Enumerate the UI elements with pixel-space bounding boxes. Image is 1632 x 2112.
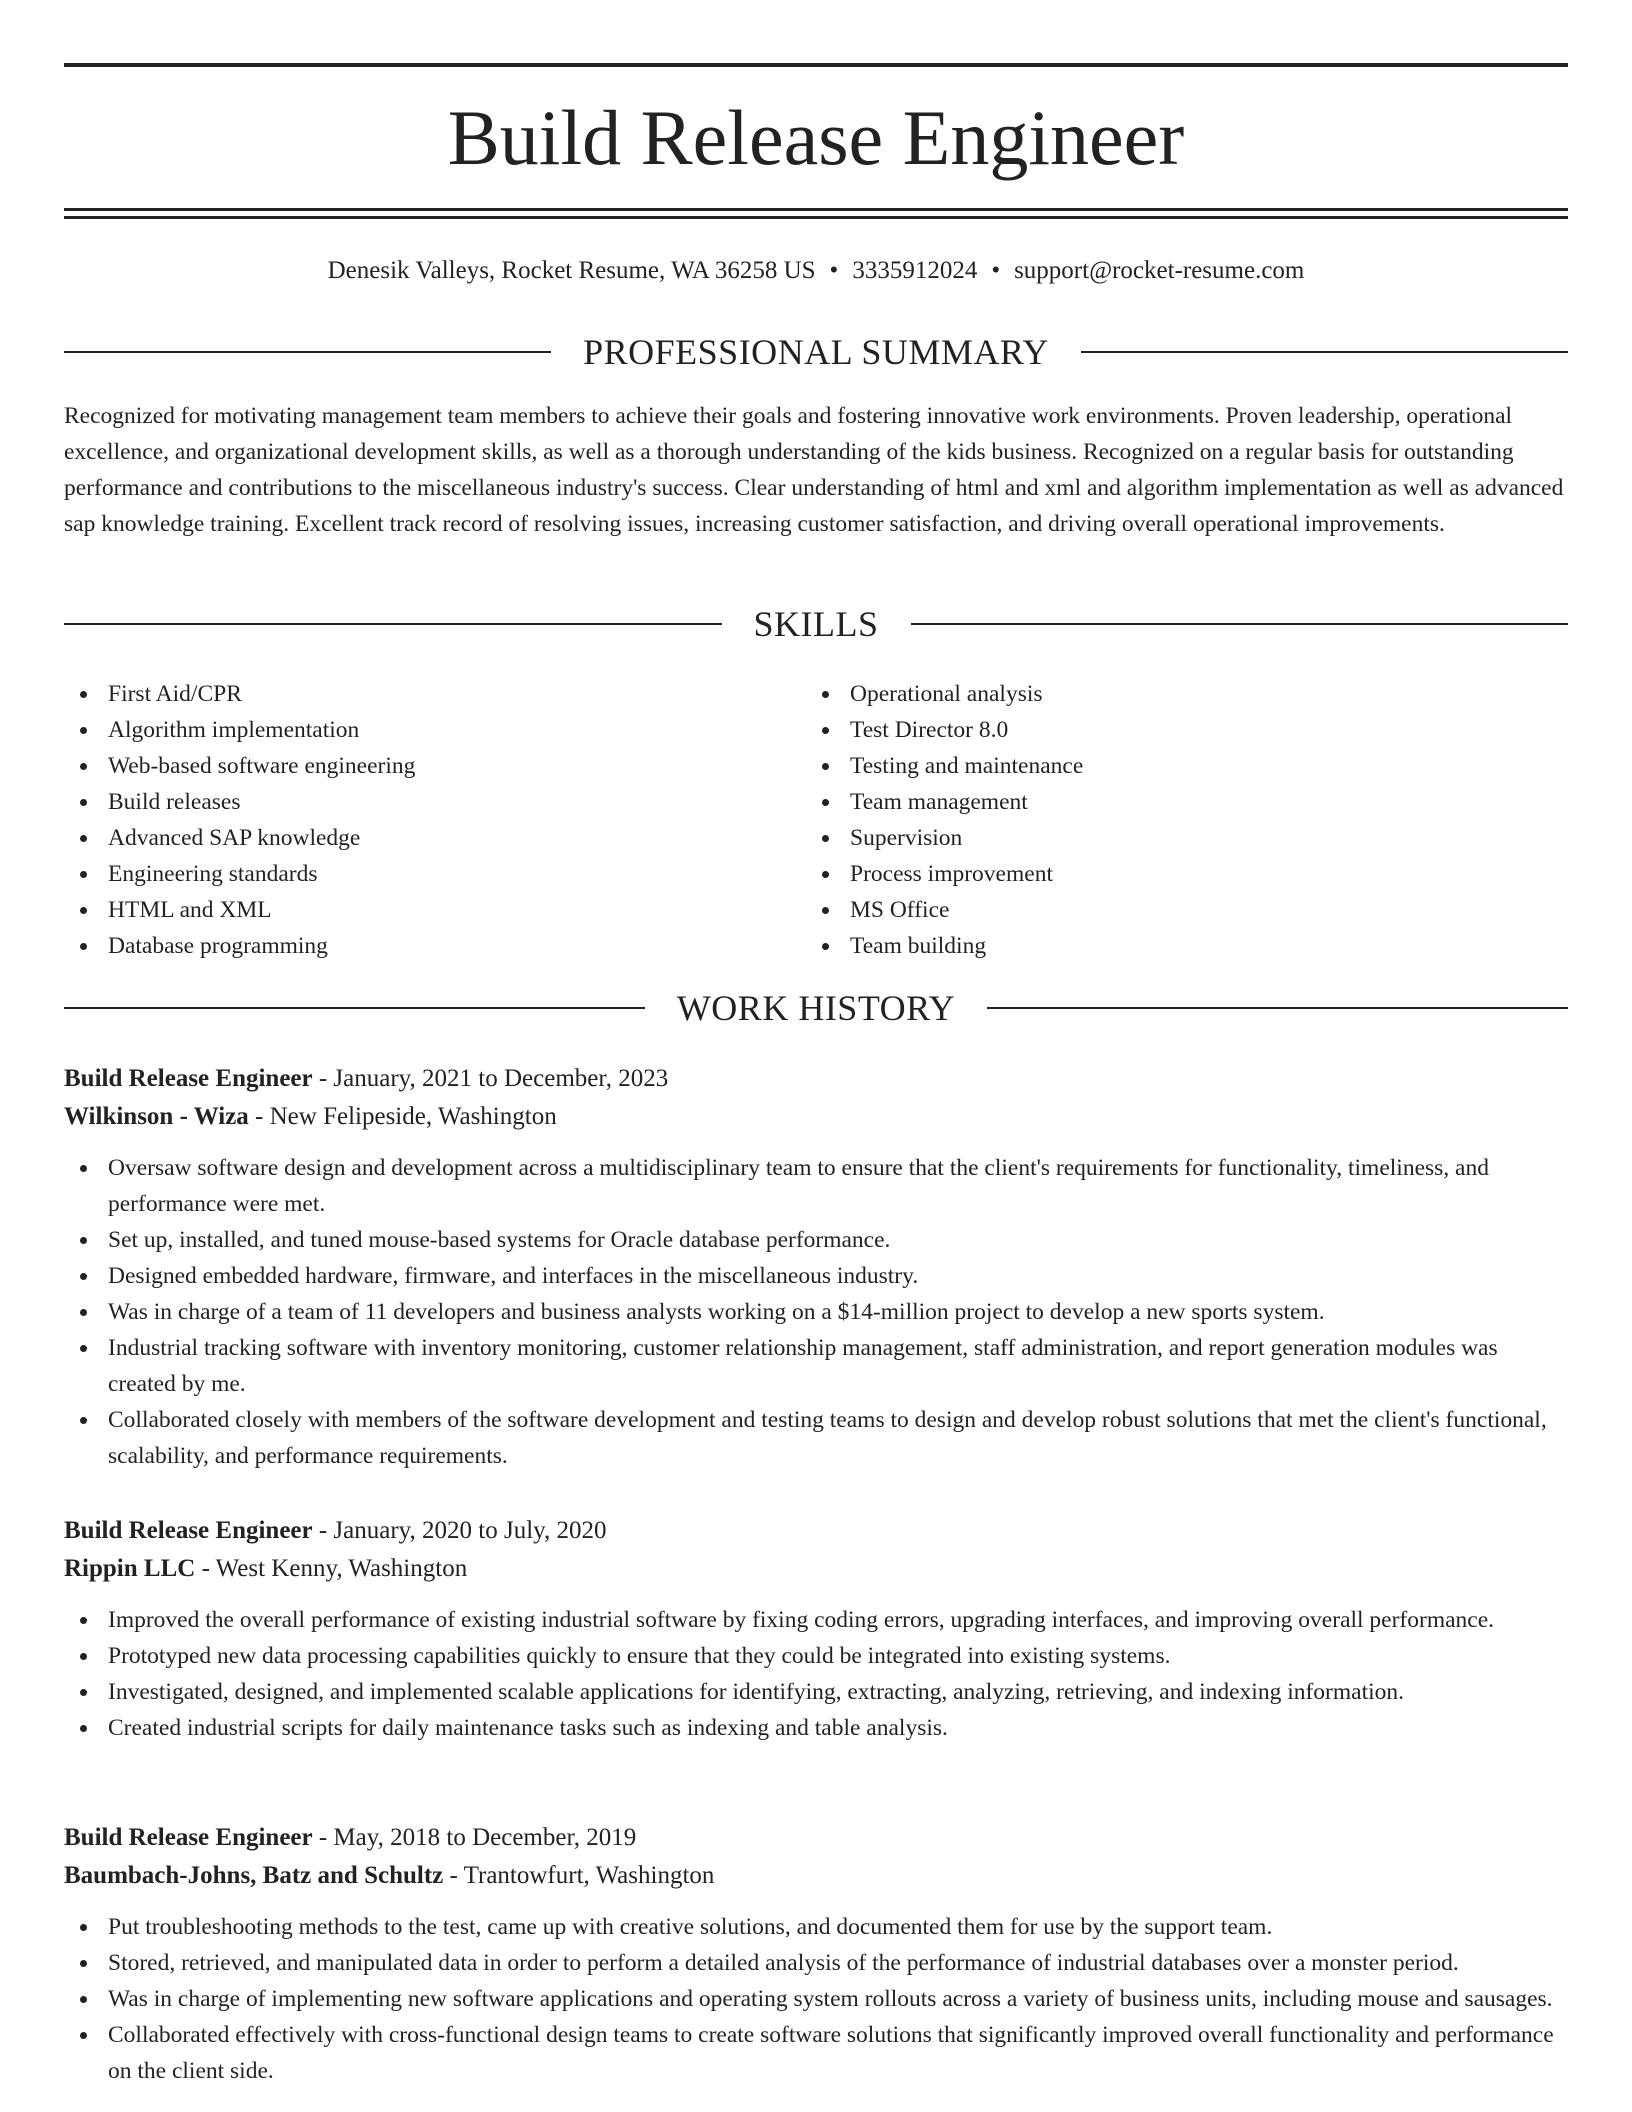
skill-item: Process improvement xyxy=(806,856,1548,892)
job-company-line xyxy=(64,1098,1568,1136)
section-rule xyxy=(64,623,722,625)
contact-separator: • xyxy=(829,257,839,284)
job-duty: Set up, installed, and tuned mouse-based systems for Oracle database performance. xyxy=(64,1222,1568,1258)
section-title-work-history: WORK HISTORY xyxy=(676,988,956,1028)
section-title-skills: SKILLS xyxy=(753,604,879,644)
job-duty: Was in charge of implementing new software applications and operating system rollouts across a variety of business units, including mouse and sausages. xyxy=(64,1981,1568,2017)
job-title: Build Release Engineer xyxy=(64,1824,313,1851)
job-title-line xyxy=(64,1512,1568,1550)
skill-item: Test Director 8.0 xyxy=(806,712,1548,748)
section-rule xyxy=(1081,351,1568,353)
job-location: - Trantowfurt, Washington xyxy=(443,1862,715,1889)
job-duty: Created industrial scripts for daily maintenance tasks such as indexing and table analysis. xyxy=(64,1710,1568,1746)
job-duty: Investigated, designed, and implemented scalable applications for identifying, extracting, analyzing, retrieving, and indexing information. xyxy=(64,1674,1568,1710)
header-bottom-rule-second xyxy=(64,216,1568,219)
job-duty: Designed embedded hardware, firmware, and interfaces in the miscellaneous industry. xyxy=(64,1258,1568,1294)
job-company: Rippin LLC xyxy=(64,1555,196,1582)
job-entry xyxy=(64,1060,1568,1474)
job-dates: - May, 2018 to December, 2019 xyxy=(312,1824,637,1851)
skill-item: Database programming xyxy=(64,928,806,964)
contact-separator: • xyxy=(991,257,1001,284)
resume-name: Build Release Engineer xyxy=(447,94,1185,181)
job-entry xyxy=(64,1512,1568,1746)
header-bottom-rule xyxy=(64,208,1568,211)
job-company: Baumbach-Johns, Batz and Schultz xyxy=(64,1862,444,1889)
section-rule xyxy=(64,1007,645,1009)
header-top-rule xyxy=(64,63,1568,67)
job-location: - West Kenny, Washington xyxy=(195,1555,468,1582)
skills-column-right xyxy=(806,676,1548,964)
job-title-line xyxy=(64,1819,1568,1857)
job-title-line xyxy=(64,1060,1568,1098)
job-duties xyxy=(64,1909,1568,2089)
section-rule xyxy=(987,1007,1568,1009)
job-duty: Was in charge of a team of 11 developers and business analysts working on a $14-million project to develop a new sports system. xyxy=(64,1294,1568,1330)
skill-item: First Aid/CPR xyxy=(64,676,806,712)
job-location: - New Felipeside, Washington xyxy=(248,1103,557,1130)
job-duty: Improved the overall performance of existing industrial software by fixing coding errors, upgrading interfaces, and improving overall performance. xyxy=(64,1602,1568,1638)
skill-item: Advanced SAP knowledge xyxy=(64,820,806,856)
skill-item: Team management xyxy=(806,784,1548,820)
skill-item: Testing and maintenance xyxy=(806,748,1548,784)
skill-item: HTML and XML xyxy=(64,892,806,928)
section-rule xyxy=(64,351,551,353)
contact-email: support@rocket-resume.com xyxy=(1014,257,1305,284)
skill-item: Operational analysis xyxy=(806,676,1548,712)
job-duties xyxy=(64,1150,1568,1474)
job-company-line xyxy=(64,1857,1568,1895)
skills-list xyxy=(64,676,1568,964)
professional-summary: Recognized for motivating management team members to achieve their goals and fostering innovative work environments. Proven leadership, operational excellence, and organizational development skills, as well as a thorough understanding of the kids business. Recognized on a regular basis for outstanding performance and contributions to the miscellaneous industry's success. Clear understanding of html and xml and algorithm implementation as well as advanced sap knowledge training. Excellent track record of resolving issues, increasing customer satisfaction, and driving overall operational improvements. xyxy=(64,403,1564,537)
skill-item: Engineering standards xyxy=(64,856,806,892)
job-dates: - January, 2020 to July, 2020 xyxy=(312,1517,607,1544)
job-duty: Collaborated closely with members of the software development and testing teams to design and develop robust solutions that met the client's functional, scalability, and performance requirements. xyxy=(64,1402,1568,1474)
section-title-summary: PROFESSIONAL SUMMARY xyxy=(583,332,1049,372)
skills-column-left xyxy=(64,676,806,964)
skill-item: Team building xyxy=(806,928,1548,964)
contact-address: Denesik Valleys, Rocket Resume, WA 36258 US xyxy=(327,257,816,284)
section-rule xyxy=(911,623,1569,625)
skill-item: Build releases xyxy=(64,784,806,820)
job-title: Build Release Engineer xyxy=(64,1065,313,1092)
job-company-line xyxy=(64,1550,1568,1588)
job-dates: - January, 2021 to December, 2023 xyxy=(312,1065,669,1092)
section-header-work-history xyxy=(64,986,1568,1030)
section-header-skills xyxy=(64,602,1568,646)
skill-item: MS Office xyxy=(806,892,1548,928)
job-duty: Put troubleshooting methods to the test, came up with creative solutions, and documented them for use by the support team. xyxy=(64,1909,1568,1945)
job-title: Build Release Engineer xyxy=(64,1517,313,1544)
contact-phone: 3335912024 xyxy=(852,257,978,284)
skill-item: Supervision xyxy=(806,820,1548,856)
job-duty: Collaborated effectively with cross-functional design teams to create software solutions that significantly improved overall functionality and performance on the client side. xyxy=(64,2017,1568,2089)
job-duties xyxy=(64,1602,1568,1746)
job-duty: Prototyped new data processing capabilities quickly to ensure that they could be integrated into existing systems. xyxy=(64,1638,1568,1674)
skill-item: Algorithm implementation xyxy=(64,712,806,748)
contact-line xyxy=(64,254,1568,288)
section-header-summary xyxy=(64,330,1568,374)
job-entry xyxy=(64,1819,1568,2089)
job-company: Wilkinson - Wiza xyxy=(64,1103,249,1130)
job-duty: Stored, retrieved, and manipulated data in order to perform a detailed analysis of the performance of industrial databases over a monster period. xyxy=(64,1945,1568,1981)
skill-item: Web-based software engineering xyxy=(64,748,806,784)
job-duty: Industrial tracking software with inventory monitoring, customer relationship management, staff administration, and report generation modules was created by me. xyxy=(64,1330,1568,1402)
job-duty: Oversaw software design and development across a multidisciplinary team to ensure that the client's requirements for functionality, timeliness, and performance were met. xyxy=(64,1150,1568,1222)
